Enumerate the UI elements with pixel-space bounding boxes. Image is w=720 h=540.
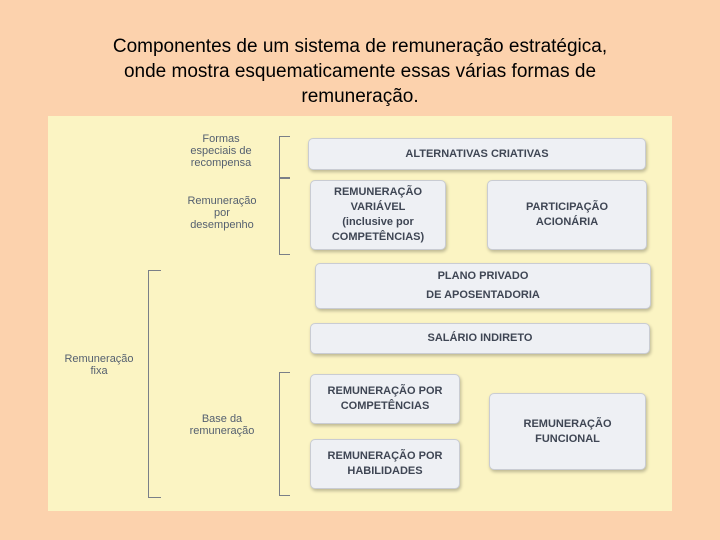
group-label-line: Formas (202, 133, 240, 145)
group-label-line: especiais de (190, 145, 252, 157)
box-line: PLANO PRIVADO (437, 270, 529, 282)
box-line: REMUNERAÇÃO (523, 417, 612, 430)
group-label-line: Remuneração (187, 195, 257, 207)
box-remuneracao-funcional (489, 393, 646, 470)
group-label-line: recompensa (190, 157, 252, 169)
box-line: COMPETÊNCIAS (340, 400, 430, 412)
slide-title (30, 34, 690, 109)
group-label-remuneracao-desempenho (176, 195, 268, 231)
box-salario-indireto (310, 323, 650, 354)
bracket-remuneracao-desempenho (279, 178, 290, 255)
box-remuneracao-competencias (310, 374, 460, 424)
box-line: ACIONÁRIA (535, 216, 599, 228)
box-remuneracao-habilidades (310, 439, 460, 489)
box-line: DE APOSENTADORIA (426, 289, 540, 301)
box-participacao-acionaria (487, 180, 647, 250)
box-remuneracao-variavel (310, 180, 446, 250)
box-line: FUNCIONAL (535, 432, 600, 445)
box-line: PARTICIPAÇÃO (525, 201, 609, 213)
group-label-line: remuneração (189, 425, 255, 437)
compensation-diagram (48, 116, 672, 511)
title-line-3: remuneração. (301, 86, 419, 107)
group-label-formas-especiais (176, 133, 266, 169)
group-label-line: desempenho (190, 219, 254, 231)
bracket-formas-especiais (279, 136, 290, 178)
box-plano-privado (315, 263, 651, 309)
group-label-line: Base da (201, 413, 243, 425)
bracket-base-remuneracao (279, 372, 290, 496)
group-label-line: Remuneração (64, 353, 134, 365)
box-line: REMUNERAÇÃO (334, 186, 422, 198)
box-line: REMUNERAÇÃO POR (327, 450, 443, 462)
bracket-remuneracao-fixa (148, 270, 161, 498)
title-line-2: onde mostra esquematicamente essas várias formas de (123, 61, 597, 82)
box-alternativas-criativas (308, 138, 646, 170)
box-line: ALTERNATIVAS CRIATIVAS (405, 147, 549, 160)
box-line: (inclusive por (342, 216, 414, 228)
group-label-base-remuneracao (178, 413, 266, 437)
title-line-1: Componentes de um sistema de remuneração estratégica, (112, 36, 608, 57)
group-label-remuneracao-fixa (56, 353, 142, 377)
box-line: VARIÁVEL (350, 201, 406, 213)
box-line: SALÁRIO INDIRETO (427, 332, 533, 344)
group-label-line: por (214, 207, 230, 219)
box-line: REMUNERAÇÃO POR (327, 385, 443, 397)
group-label-line: fixa (90, 365, 108, 377)
box-line: COMPETÊNCIAS) (331, 231, 425, 243)
box-line: HABILIDADES (347, 465, 423, 477)
